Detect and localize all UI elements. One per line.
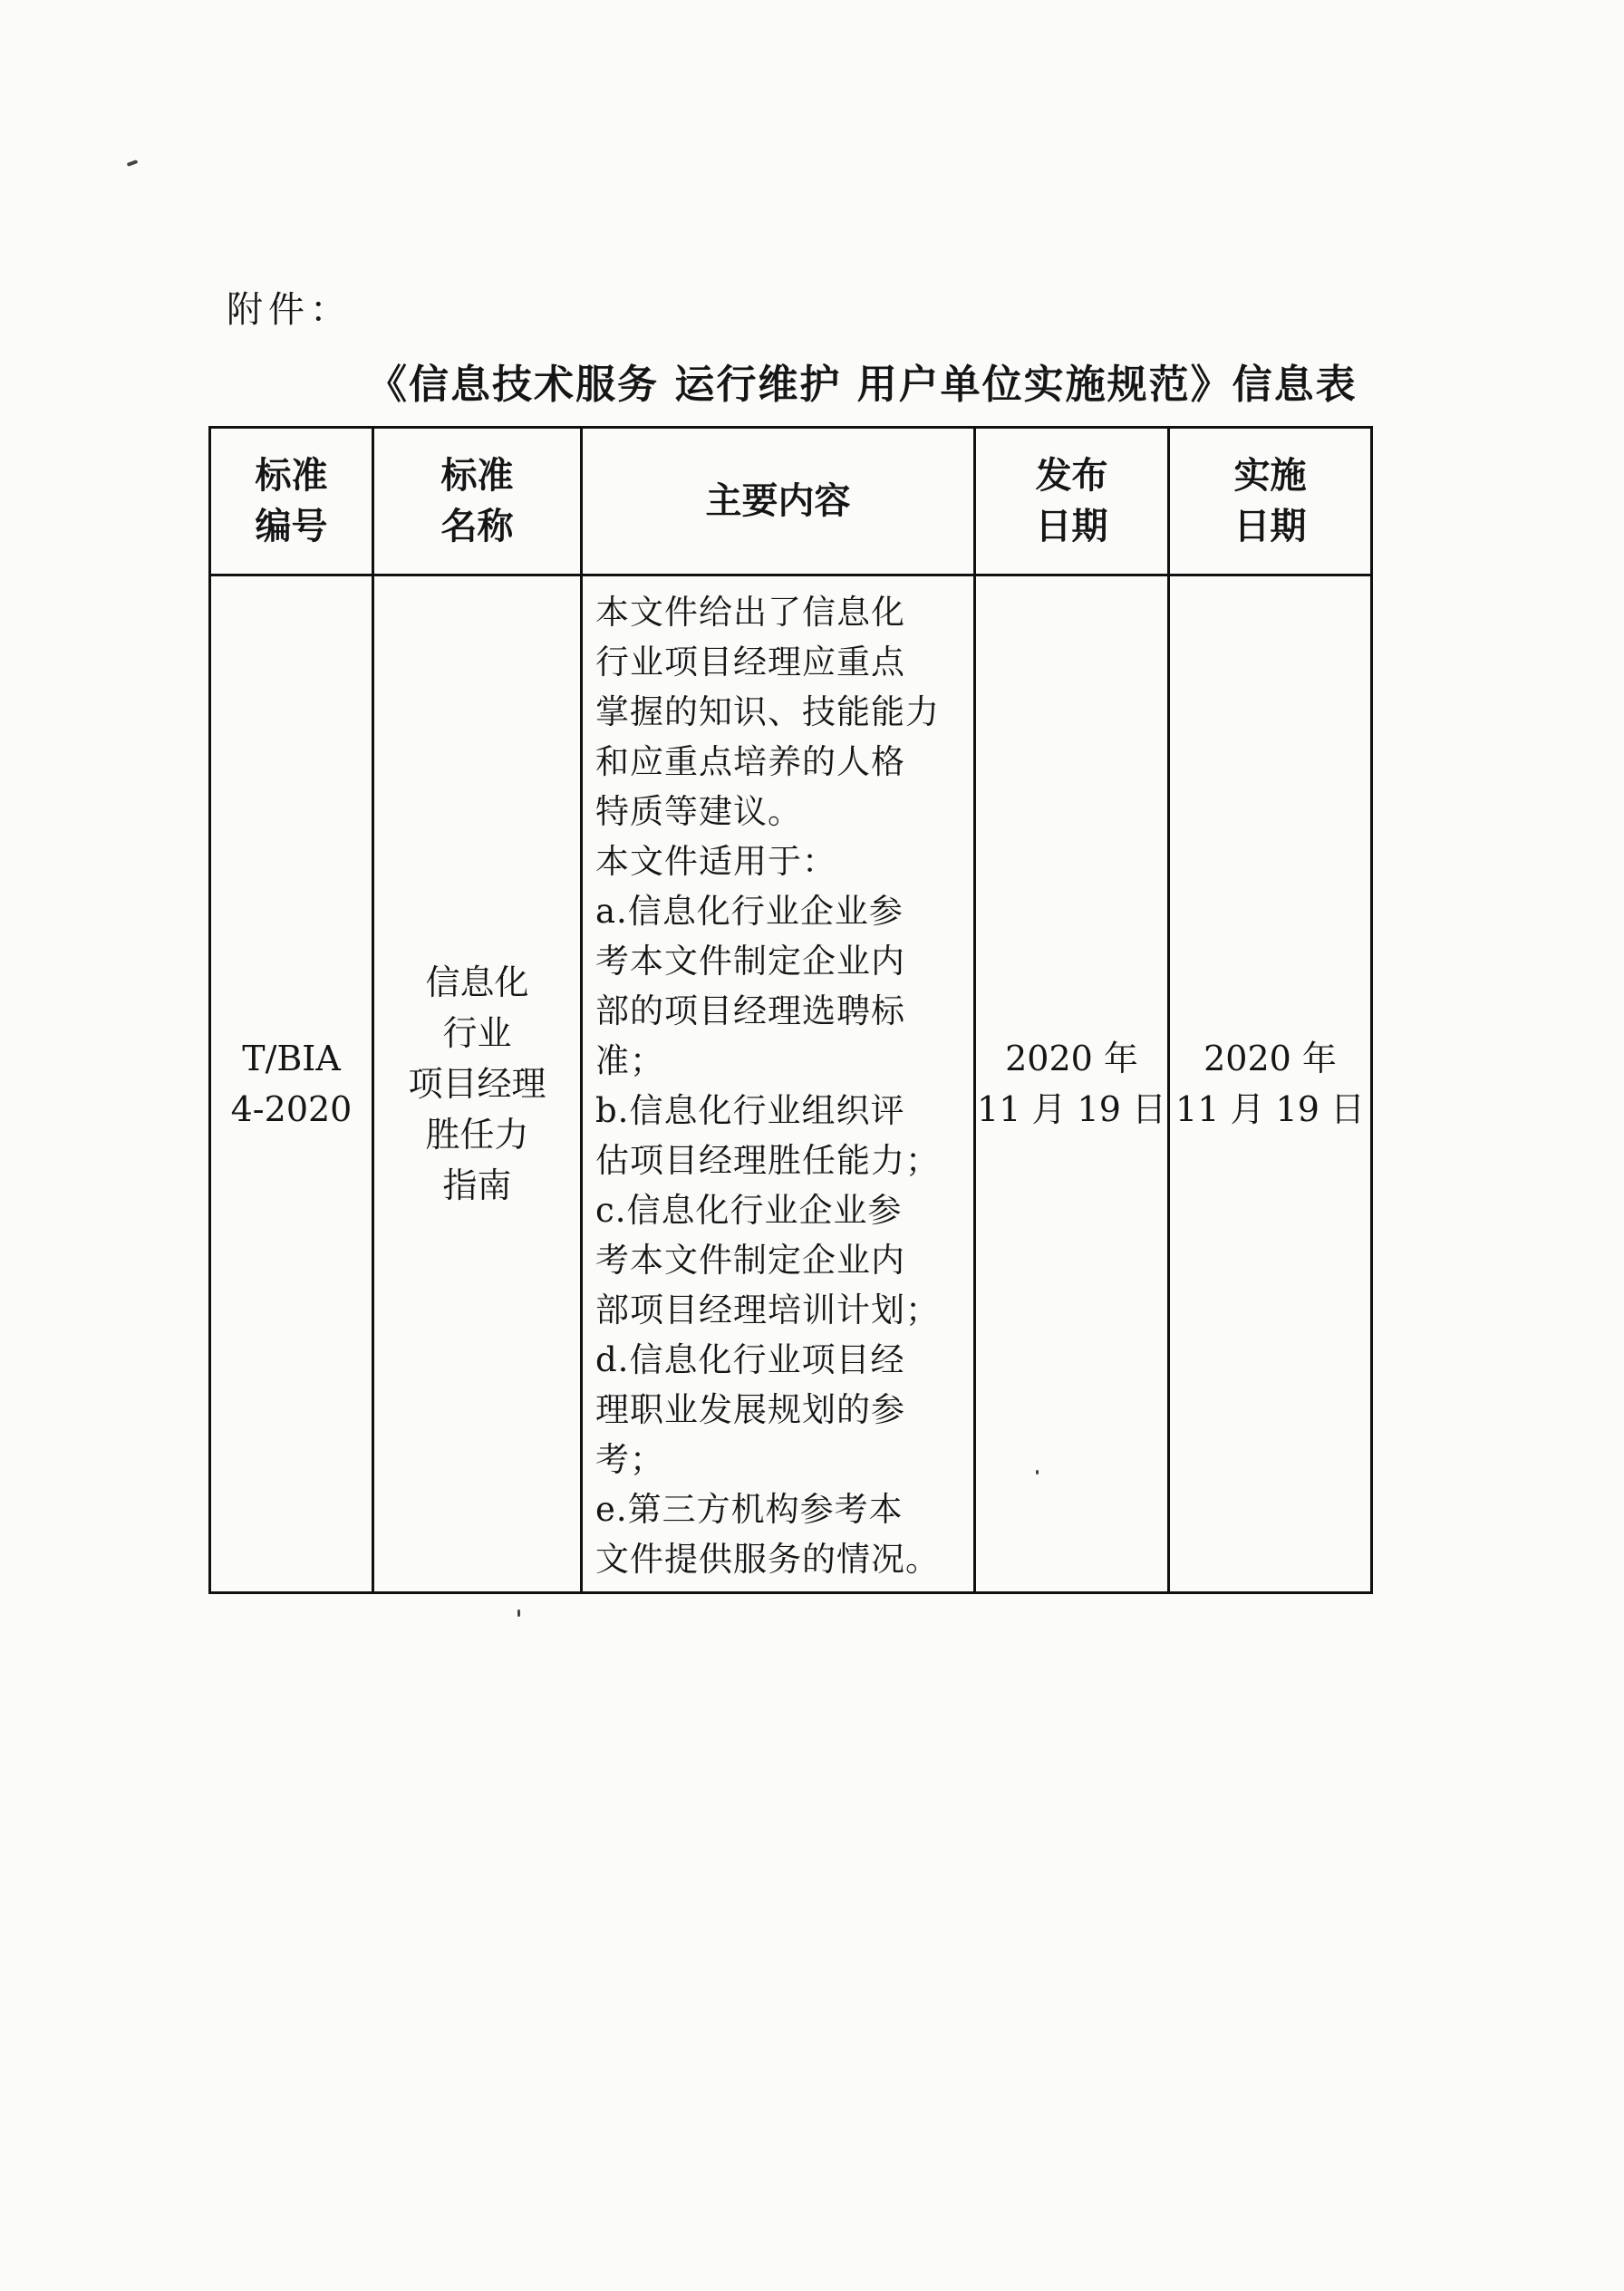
- cell-implement-date: 2020 年 11 月 19 日: [1169, 575, 1372, 1593]
- cell-main-content: [582, 575, 975, 1593]
- scan-speck: [517, 1610, 520, 1617]
- header-implement-date: 实施 日期: [1169, 428, 1372, 575]
- table-row: [210, 575, 1372, 1593]
- cell-standard-no: T/BIA 4-2020: [210, 575, 373, 1593]
- document-title: 《信息技术服务 运行维护 用户单位实施规范》信息表: [367, 362, 1358, 408]
- attachment-label: 附件：: [227, 289, 352, 331]
- header-standard-no: 标准 编号: [210, 428, 373, 575]
- header-standard-name: 标准 名称: [373, 428, 582, 575]
- scan-speck: [1036, 1470, 1039, 1474]
- main-content-text: 本文件给出了信息化 行业项目经理应重点 掌握的知识、技能能力 和应重点培养的人格 特质等建议。 本文件适用于： a.信息化行业企业参 考本文件制定企业内 部的项目经理选聘标 准； b.信息化行业组织评 估项目经理胜任能力； c.信息化行业企业参 考本文件制定企业内 部项目经理培训计划； d.信息化行业项目经 理职业发展规划的参 考； e.第三方机构参考本 文件提供服务的情况。: [595, 593, 940, 1579]
- cell-publish-date: 2020 年 11 月 19 日: [975, 575, 1169, 1593]
- table-header-row: [210, 428, 1372, 575]
- header-main-content: 主要内容: [582, 428, 975, 575]
- info-table: [208, 426, 1373, 1594]
- cell-standard-name: 信息化 行业 项目经理 胜任力 指南: [373, 575, 582, 1593]
- header-publish-date: 发布 日期: [975, 428, 1169, 575]
- scan-speck: [127, 160, 139, 167]
